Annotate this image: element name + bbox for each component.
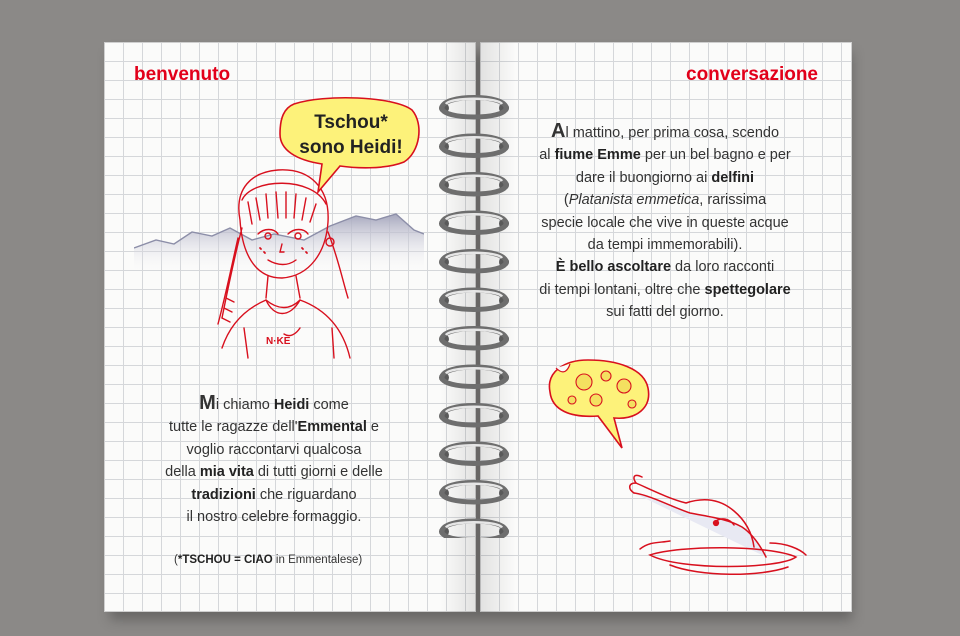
- spiral-ring: [439, 329, 509, 349]
- drop-cap: M: [199, 392, 216, 414]
- text-run: , rarissima: [699, 192, 767, 209]
- speech-bubble-text: [286, 110, 416, 160]
- text-run: l mattino, per prima cosa, scendo: [565, 125, 780, 141]
- bubble-line-2: sono Heidi!: [299, 137, 403, 158]
- spiral-ring: [439, 98, 509, 118]
- right-page: [480, 42, 852, 612]
- bubble-line-1: Tschou*: [314, 112, 388, 133]
- highlight-heidi: Heidi: [273, 397, 310, 413]
- highlight-mia-vita: mia vita: [199, 464, 254, 481]
- spiral-ring: [439, 290, 509, 310]
- spiral-ring: [439, 367, 509, 387]
- highlight-fiume-emme: fiume Emme: [554, 147, 641, 164]
- text-run: in Emmentalese): [272, 554, 363, 566]
- spiral-ring: [439, 213, 509, 233]
- highlight-spettegolare: spettegolare: [704, 281, 791, 298]
- left-page: [104, 42, 476, 612]
- spiral-ring: [439, 175, 509, 195]
- highlight-bello-ascoltare: È bello ascoltare: [555, 259, 672, 276]
- text-run: da tempi immemorabili).: [587, 237, 743, 254]
- species-name: Platanista emmetica: [568, 192, 700, 209]
- text-run: (: [174, 554, 178, 566]
- text-run: al: [539, 147, 555, 164]
- text-run: che riguardano: [255, 486, 357, 503]
- text-run: il nostro celebre formaggio.: [186, 509, 362, 526]
- spiral-ring: [439, 521, 509, 538]
- conversation-paragraph: [520, 120, 810, 324]
- footnote-key: *TSCHOU = CIAO: [177, 554, 273, 566]
- text-run: sui fatti del giorno.: [606, 304, 724, 321]
- text-run: di tempi lontani, oltre che: [539, 281, 705, 298]
- left-page-title: benvenuto: [134, 64, 231, 85]
- highlight-emmental: Emmental: [297, 419, 367, 436]
- right-page-title: conversazione: [686, 64, 818, 85]
- text-run: di tutti giorni e delle: [253, 464, 383, 481]
- dolphin-icon: [620, 437, 820, 587]
- footnote: [174, 554, 362, 566]
- intro-paragraph: [124, 392, 424, 528]
- text-run: dare il buongiorno ai: [575, 169, 712, 186]
- spiral-ring: [439, 252, 509, 272]
- text-run: della: [165, 464, 200, 481]
- text-run: da loro racconti: [671, 259, 775, 276]
- text-run: (: [563, 192, 569, 209]
- spiral-ring: [439, 136, 509, 156]
- spiral-binding-icon: [424, 88, 524, 538]
- spiral-ring: [439, 444, 509, 464]
- svg-text:N·KE: N·KE: [266, 336, 291, 347]
- text-run: i chiamo: [215, 397, 274, 413]
- text-run: per un bel bagno e per: [640, 147, 791, 164]
- text-run: tutte le ragazze dell': [169, 419, 298, 436]
- highlight-tradizioni: tradizioni: [191, 486, 256, 503]
- spiral-ring: [439, 406, 509, 426]
- spiral-ring: [439, 483, 509, 503]
- text-run: come: [309, 397, 349, 413]
- text-run: e: [366, 419, 379, 436]
- text-run: specie locale che vive in queste acque: [541, 214, 789, 231]
- text-run: voglio raccontarvi qualcosa: [186, 441, 362, 458]
- drop-cap: A: [550, 120, 566, 142]
- highlight-delfini: delfini: [711, 169, 755, 186]
